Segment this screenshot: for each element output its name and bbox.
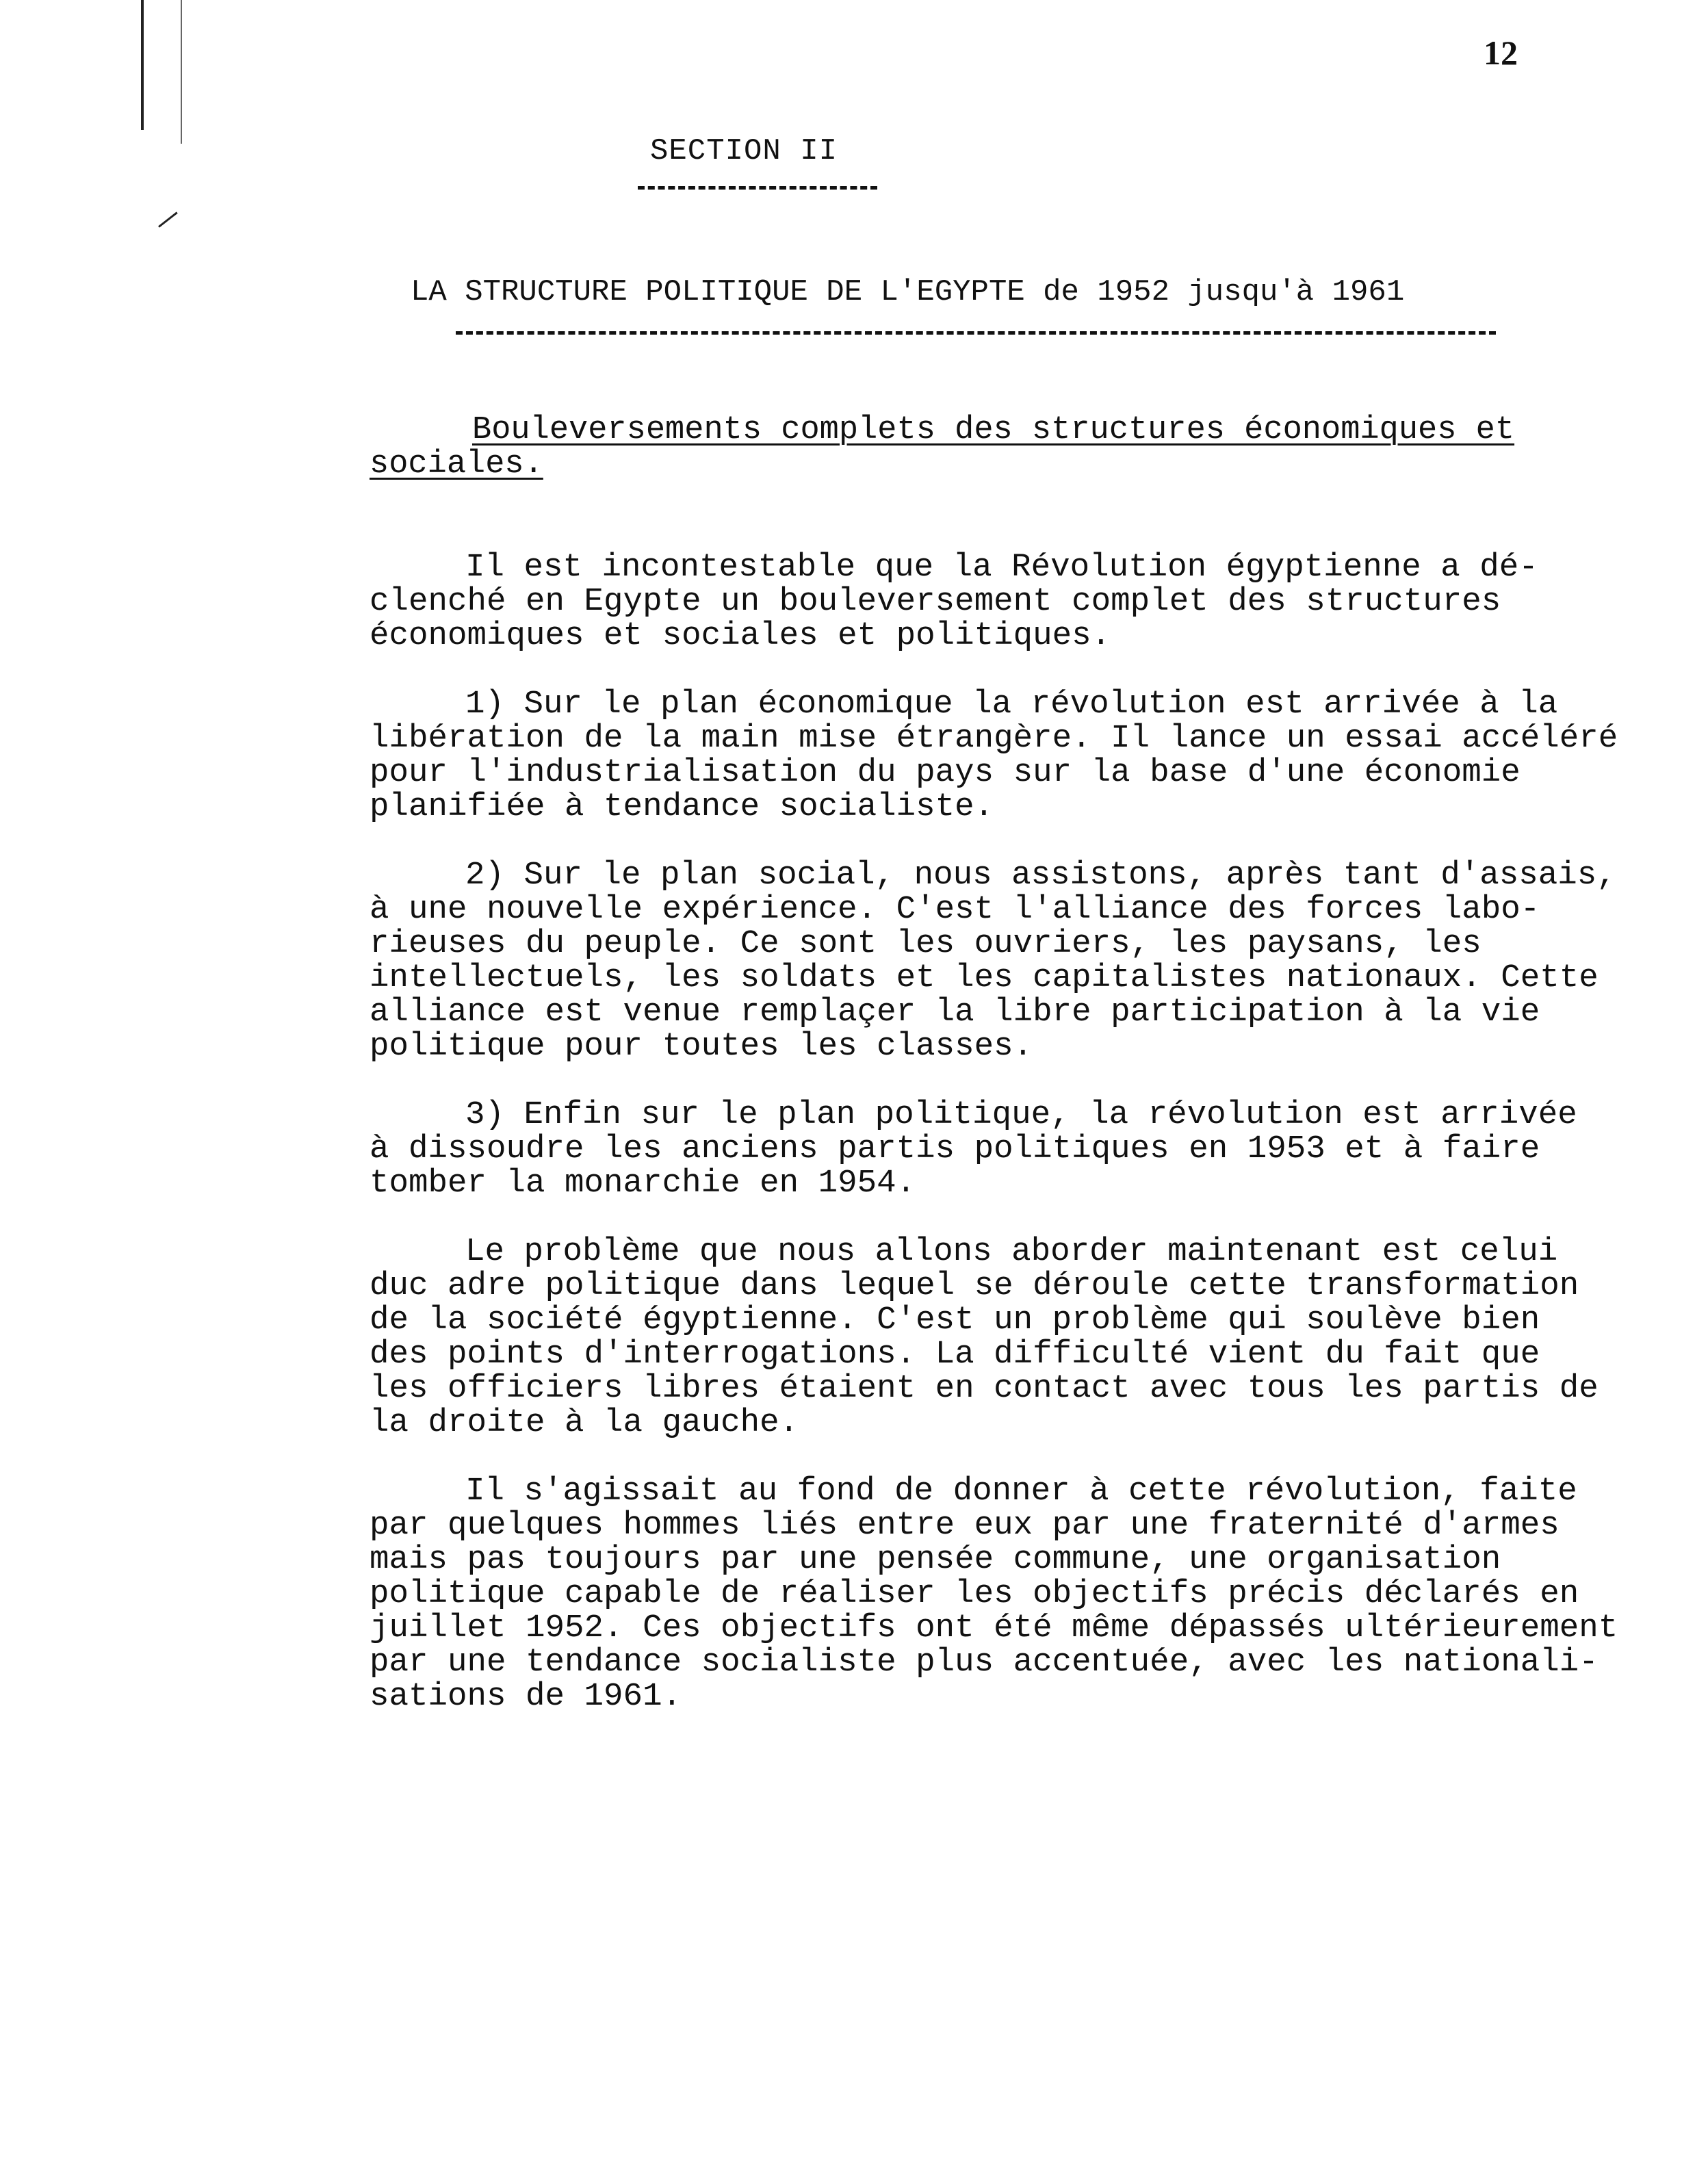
- paragraph: 1) Sur le plan économique la révolution est arrivée à la libération de la main mise étrangère. Il lance un essai accéléré pour l'industrialisation du pays sur la base d'une économie planifiée à tendance socialiste.: [370, 686, 1618, 825]
- main-title: LA STRUCTURE POLITIQUE DE L'EGYPTE de 1952 jusqu'à 1961: [411, 275, 1405, 309]
- scan-mark: [141, 0, 144, 130]
- body-text: [370, 550, 1683, 1748]
- subheading: Bouleversements complets des structures économiques et sociales.: [370, 412, 1515, 482]
- scan-mark: [158, 211, 178, 227]
- scan-mark: [181, 0, 182, 144]
- paragraph: Il s'agissait au fond de donner à cette révolution, faite par quelques hommes liés entre eux par une fraternité d'armes mais pas toujours par une pensée commune, une organisation politique capable de réaliser les objectifs précis déclarés en juillet 1952. Ces objectifs ont été même dépassés ultérieurement par une tendance socialiste plus accentuée, avec les nationali- sations de 1961.: [370, 1473, 1618, 1715]
- paragraph: Le problème que nous allons aborder maintenant est celui duc adre politique dans lequel se déroule cette transformation de la société égyptienne. C'est un problème qui soulève bien des points d'interrogations. La difficulté vient du fait que les officiers libres étaient en contact avec tous les partis de la droite à la gauche.: [370, 1233, 1599, 1441]
- section-heading-rule: [638, 186, 877, 190]
- section-heading: SECTION II: [650, 134, 838, 168]
- main-title-rule: [456, 331, 1496, 335]
- paragraph: 2) Sur le plan social, nous assistons, après tant d'assais, à une nouvelle expérience. C'est l'alliance des forces labo- rieuses du peuple. Ce sont les ouvriers, les paysans, les intellectuels, les soldats et les capitalistes nationaux. Cette alliance est venue remplaçer la libre participation à la vie politique pour toutes les classes.: [370, 857, 1616, 1065]
- paragraph: Il est incontestable que la Révolution égyptienne a dé- clenché en Egypte un bouleversement complet des structures économiques et sociales et politiques.: [370, 549, 1538, 654]
- paragraph: 3) Enfin sur le plan politique, la révolution est arrivée à dissoudre les anciens partis politiques en 1953 et à faire tomber la monarchie en 1954.: [370, 1096, 1577, 1202]
- page-number: 12: [1484, 34, 1518, 72]
